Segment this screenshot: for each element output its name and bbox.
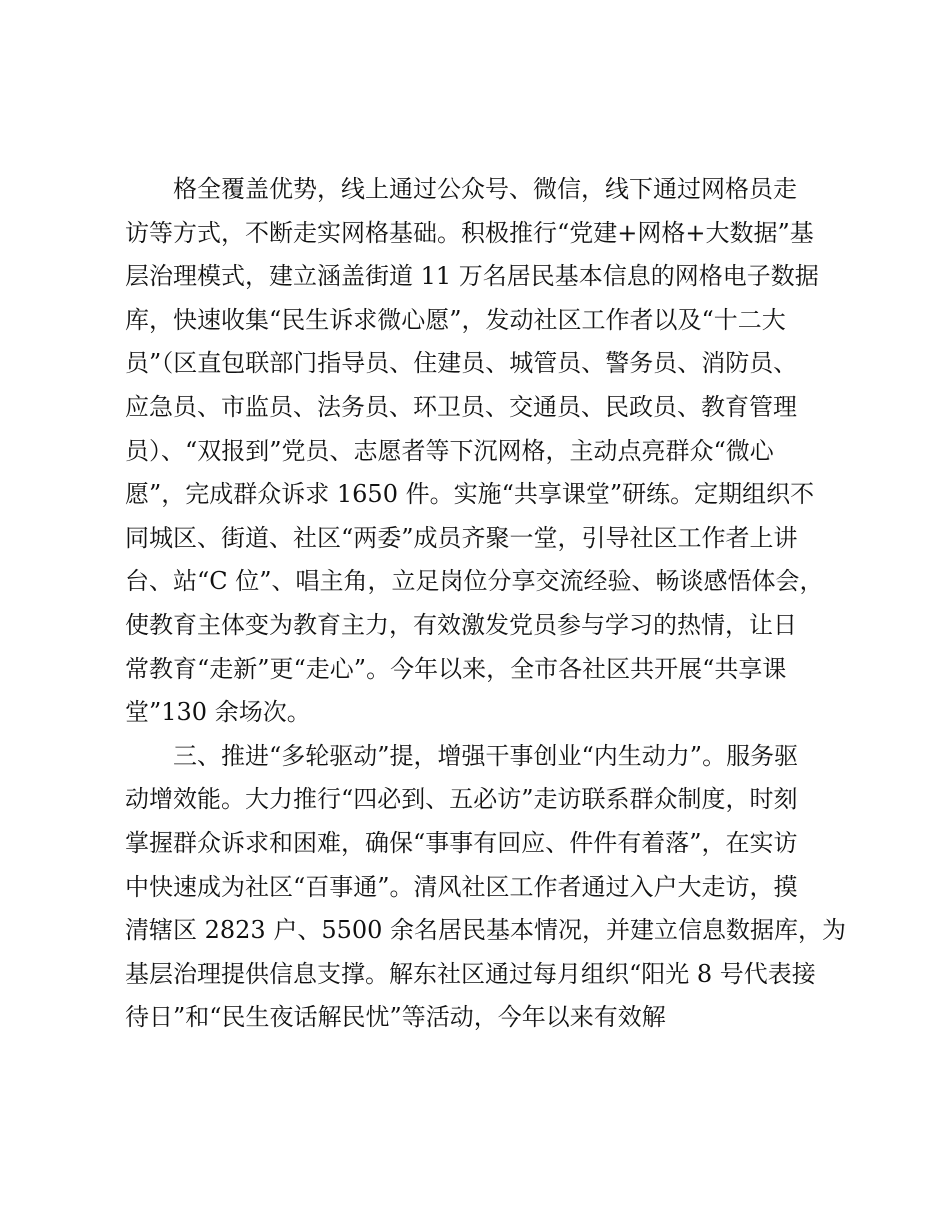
document-body	[125, 168, 847, 1040]
text-line: 掌握群众诉求和困难，确保“事事有回应、件件有着落”，在实访	[125, 828, 798, 857]
text-line: 待日”和“民生夜话解民忧”等活动，今年以来有效解	[125, 1003, 666, 1032]
text-line: 库，快速收集“民生诉求微心愿”，发动社区工作者以及“十二大	[125, 305, 786, 334]
text-line: 应急员、市监员、法务员、环卫员、交通员、民政员、教育管理	[125, 392, 797, 421]
text-line: 基层治理提供信息支撑。解东社区通过每月组织“阳光 8 号代表接	[125, 959, 816, 988]
text-line: 员”（区直包联部门指导员、住建员、城管员、警务员、消防员、	[125, 349, 798, 378]
text-line: 愿”，完成群众诉求 1650 件。实施“共享课堂”研练。定期组织不	[125, 480, 815, 509]
text-line: 三、推进“多轮驱动”提，增强干事创业“内生动力”。服务驱	[173, 741, 799, 770]
text-line: 格全覆盖优势，线上通过公众号、微信，线下通过网格员走	[173, 175, 797, 203]
text-line: 层治理模式，建立涵盖街道 11 万名居民基本信息的网格电子数据	[125, 262, 819, 291]
text-line: 访等方式，不断走实网格基础。积极推行“党建+网格+大数据”基	[125, 218, 814, 247]
text-line: 清辖区 2823 户、5500 余名居民基本情况，并建立信息数据库，为	[125, 916, 847, 945]
text-line: 同城区、街道、社区“两委”成员齐聚一堂，引导社区工作者上讲	[125, 523, 798, 552]
text-line: 台、站“C 位”、唱主角，立足岗位分享交流经验、畅谈感悟体会，	[125, 567, 824, 596]
text-line: 使教育主体变为教育主力，有效激发党员参与学习的热情，让日	[125, 610, 797, 639]
paragraph-continuation	[125, 168, 840, 735]
text-line: 常教育“走新”更“走心”。今年以来，全市各社区共开展“共享课	[125, 654, 787, 683]
paragraph-section-three	[125, 735, 847, 1040]
text-line: 中快速成为社区“百事通”。清风社区工作者通过入户大走访，摸	[125, 872, 798, 901]
text-line: 员）、“双报到”党员、志愿者等下沉网格，主动点亮群众“微心	[125, 436, 774, 465]
text-line: 堂”130 余场次。	[125, 698, 311, 727]
text-line: 动增效能。大力推行“四必到、五必访”走访联系群众制度，时刻	[125, 785, 798, 814]
